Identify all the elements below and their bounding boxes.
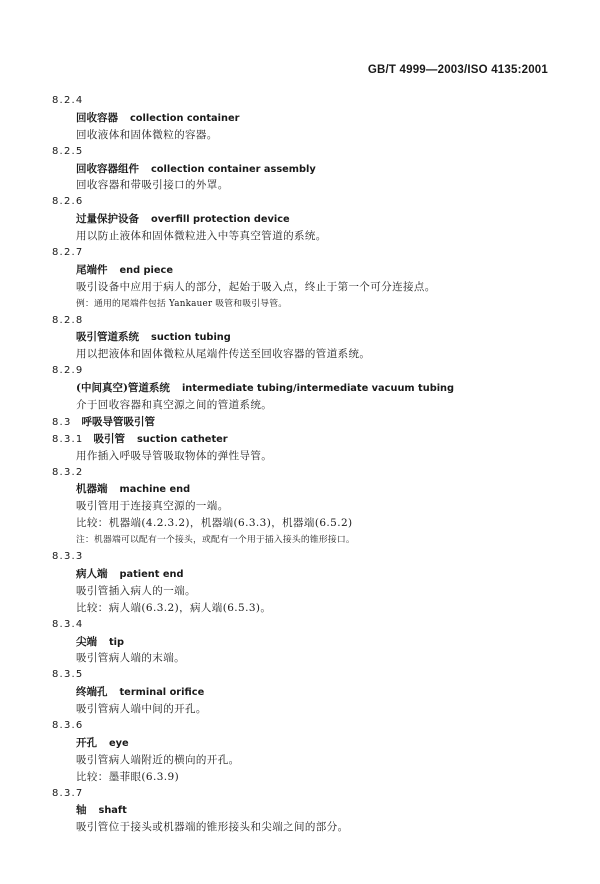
term-definition: 吸引管插入病人的一端。	[76, 584, 196, 597]
term-compare: 比较：机器端(4.2.3.2)，机器端(6.3.3)，机器端(6.5.2)	[76, 517, 353, 530]
term-en: eye	[109, 737, 129, 749]
term-zh: 终端孔	[76, 686, 108, 699]
term-definition: 吸引管位于接头或机器端的锥形接头和尖端之间的部分。	[76, 821, 349, 834]
term-definition: 吸引管病人端附近的横向的开孔。	[76, 753, 240, 766]
clause-number: 8.2.5	[52, 145, 84, 157]
clause-number: 8.2.7	[52, 247, 84, 259]
term-en: patient end	[119, 568, 184, 580]
term-zh: 吸引管	[93, 432, 125, 445]
term-heading-inline	[52, 431, 552, 448]
clause-number: 8.3.1	[52, 433, 84, 445]
term-zh: 回收容器	[76, 111, 118, 124]
term-en: tip	[109, 636, 125, 648]
term-definition: 用作插入呼吸导管吸取物体的弹性导管。	[76, 449, 273, 462]
term-definition: 用以防止液体和固体微粒进入中等真空管道的系统。	[76, 230, 327, 243]
term-compare: 比较：病人端(6.3.2)，病人端(6.5.3)。	[76, 601, 272, 614]
term-heading	[52, 566, 552, 583]
term-heading	[52, 161, 552, 178]
term-zh: 尾端件	[76, 263, 108, 276]
term-heading	[52, 735, 552, 752]
term-definition: 回收容器和带吸引接口的外罩。	[76, 179, 229, 192]
term-heading	[52, 110, 552, 127]
clause-number: 8.3.2	[52, 466, 84, 478]
term-heading	[52, 262, 552, 279]
term-definition: 吸引管病人端中间的开孔。	[76, 703, 207, 716]
term-definition: 吸引管用于连接真空源的一端。	[76, 500, 229, 513]
document-header: GB/T 4999—2003/ISO 4135:2001	[367, 64, 548, 76]
term-en: terminal orifice	[119, 687, 205, 699]
term-en: suction catheter	[136, 433, 228, 445]
term-heading	[52, 481, 552, 498]
term-en: intermediate tubing/intermediate vacuum tubing	[181, 383, 455, 395]
term-compare: 比较：墨菲眼(6.3.9)	[76, 770, 180, 783]
term-definition: 吸引设备中应用于病人的部分，起始于吸入点，终止于第一个可分连接点。	[76, 280, 436, 293]
clause-number: 8.3.7	[52, 787, 84, 799]
term-zh: (中间真空)管道系统	[76, 382, 170, 395]
term-en: overfill protection device	[151, 214, 290, 226]
clause-number: 8.2.8	[52, 314, 84, 326]
term-heading	[52, 380, 552, 397]
section-number: 8.3	[52, 416, 72, 428]
document-body	[52, 93, 552, 836]
term-zh: 回收容器组件	[76, 162, 139, 175]
term-zh: 开孔	[76, 736, 97, 749]
section-title: 呼吸导管吸引管	[81, 415, 156, 428]
term-definition: 介于回收容器和真空源之间的管道系统。	[76, 399, 273, 412]
term-heading	[52, 684, 552, 701]
clause-number: 8.2.4	[52, 95, 84, 106]
term-zh: 过量保护设备	[76, 213, 139, 226]
clause-number: 8.2.6	[52, 196, 84, 208]
section-heading	[52, 414, 552, 431]
term-heading	[52, 329, 552, 346]
term-definition: 用以把液体和固体微粒从尾端件传送至回收容器的管道系统。	[76, 348, 371, 361]
clause-number: 8.3.6	[52, 719, 84, 731]
term-zh: 尖端	[76, 635, 97, 648]
term-example: 例：通用的尾端件包括 Yankauer 吸管和吸引导管。	[76, 298, 288, 309]
term-zh: 吸引管道系统	[76, 331, 139, 344]
term-definition: 回收液体和固体微粒的容器。	[76, 128, 218, 141]
term-heading	[52, 211, 552, 228]
clause-number: 8.3.5	[52, 669, 84, 681]
term-zh: 病人端	[76, 567, 108, 580]
term-heading	[52, 802, 552, 819]
term-en: collection container assembly	[151, 163, 316, 175]
term-note: 注：机器端可以配有一个接头，或配有一个用于插入接头的锥形接口。	[76, 535, 355, 546]
clause-number: 8.3.3	[52, 551, 84, 563]
term-en: shaft	[98, 805, 127, 817]
term-en: machine end	[119, 484, 191, 496]
term-zh: 轴	[76, 804, 87, 817]
clause-number: 8.3.4	[52, 618, 84, 630]
term-en: collection container	[130, 112, 240, 124]
term-definition: 吸引管病人端的末端。	[76, 652, 185, 665]
term-en: end piece	[119, 264, 174, 276]
term-heading	[52, 634, 552, 651]
term-en: suction tubing	[151, 332, 231, 344]
term-zh: 机器端	[76, 483, 108, 496]
clause-number: 8.2.9	[52, 365, 84, 377]
